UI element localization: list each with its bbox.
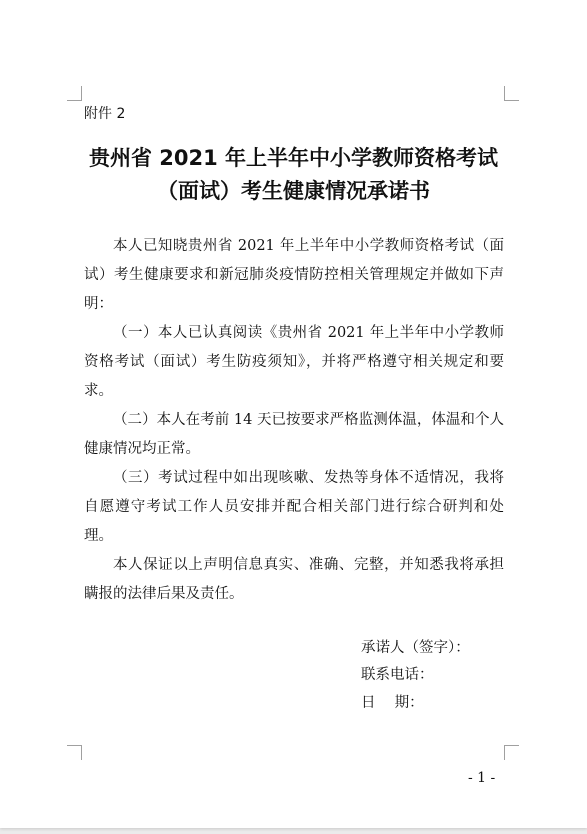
declaration-item-2: （二）本人在考前 14 天已按要求严格监测体温，体温和个人健康情况均正常。	[84, 412, 504, 457]
declaration-item-1: （一）本人已认真阅读《贵州省 2021 年上半年中小学教师资格考试（面试）考生防疫须知》，并将严格遵守相关规定和要求。	[84, 325, 504, 399]
document-title-line-2: （面试）考生健康情况承诺书	[157, 179, 430, 203]
document-body	[84, 232, 504, 609]
crop-mark-top-left	[67, 86, 82, 101]
document-title-line-1: 贵州省 2021 年上半年中小学教师资格考试	[88, 146, 499, 170]
signer-label: 承诺人（签字）：	[361, 640, 470, 656]
declaration-intro: 本人已知晓贵州省 2021 年上半年中小学教师资格考试（面试）考生健康要求和新冠肺炎疫情防控相关管理规定并做如下声明：	[84, 238, 504, 312]
crop-mark-bottom-left	[67, 745, 82, 760]
crop-mark-bottom-right	[504, 745, 519, 760]
page-number: - 1 -	[468, 770, 496, 786]
declaration-guarantee: 本人保证以上声明信息真实、准确、完整，并知悉我将承担瞒报的法律后果及责任。	[84, 557, 504, 602]
phone-label: 联系电话：	[361, 667, 434, 683]
date-label: 日 期：	[361, 695, 424, 711]
attachment-label: 附件 2	[84, 106, 126, 122]
declaration-item-3: （三）考试过程中如出现咳嗽、发热等身体不适情况，我将自愿遵守考试工作人员安排并配合相关部门进行综合研判和处理。	[84, 470, 504, 544]
crop-mark-top-right	[504, 86, 519, 101]
